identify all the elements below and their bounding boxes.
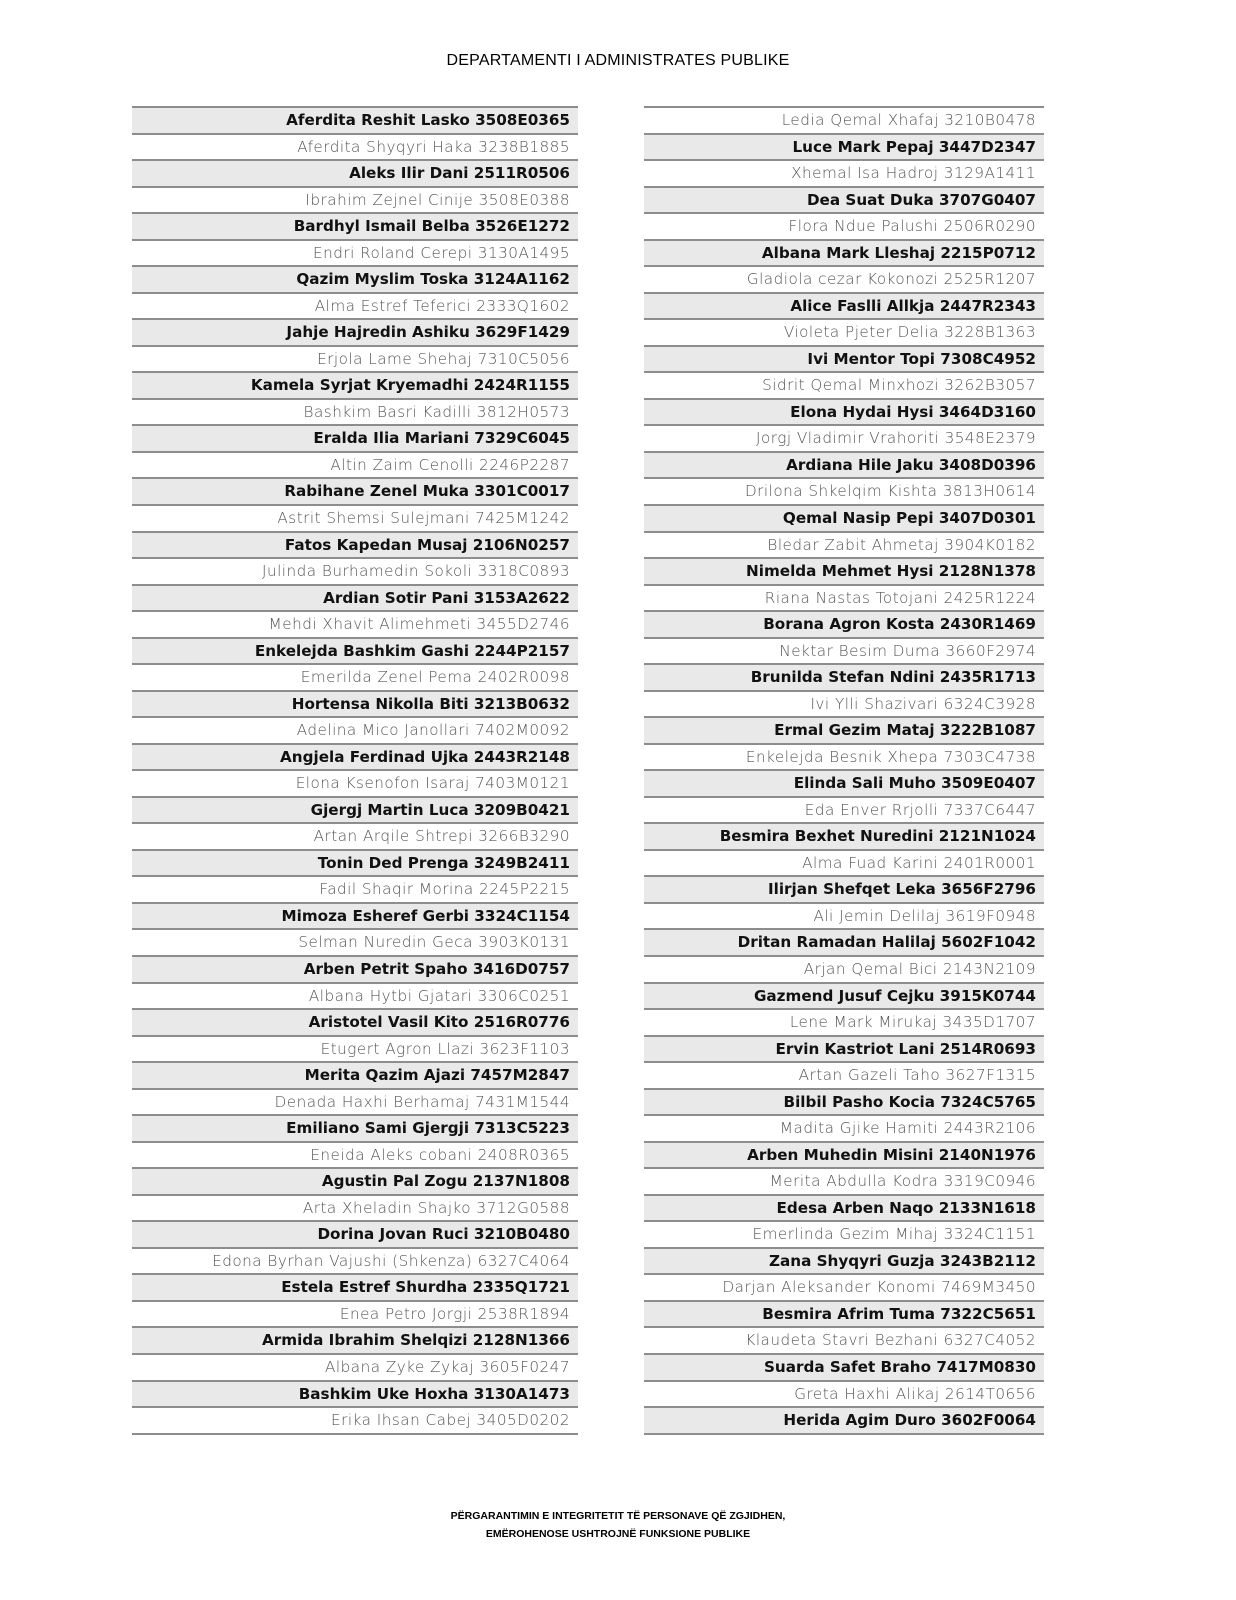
list-item: Zana Shyqyri Guzja 3243B2112: [644, 1247, 1044, 1274]
list-item: Rabihane Zenel Muka 3301C0017: [132, 477, 578, 504]
list-item: Arta Xheladin Shajko 3712G0588: [132, 1194, 578, 1221]
list-item: Endri Roland Cerepi 3130A1495: [132, 239, 578, 266]
list-item: Arben Petrit Spaho 3416D0757: [132, 955, 578, 982]
list-item: Ermal Gezim Mataj 3222B1087: [644, 716, 1044, 743]
list-item: Borana Agron Kosta 2430R1469: [644, 610, 1044, 637]
list-item: Ivi Ylli Shazivari 6324C3928: [644, 690, 1044, 717]
list-item: Ervin Kastriot Lani 2514R0693: [644, 1035, 1044, 1062]
list-item: Dorina Jovan Ruci 3210B0480: [132, 1220, 578, 1247]
list-item: Eralda Ilia Mariani 7329C6045: [132, 424, 578, 451]
list-item: Astrit Shemsi Sulejmani 7425M1242: [132, 504, 578, 531]
list-item: Elinda Sali Muho 3509E0407: [644, 769, 1044, 796]
list-item: Klaudeta Stavri Bezhani 6327C4052: [644, 1326, 1044, 1353]
list-item: Mimoza Esheref Gerbi 3324C1154: [132, 902, 578, 929]
column-bottom-rule: [644, 1433, 1044, 1435]
list-item: Bilbil Pasho Kocia 7324C5765: [644, 1088, 1044, 1115]
list-item: Altin Zaim Cenolli 2246P2287: [132, 451, 578, 478]
list-item: Artan Arqile Shtrepi 3266B3290: [132, 822, 578, 849]
list-item: Brunilda Stefan Ndini 2435R1713: [644, 663, 1044, 690]
list-item: Gladiola cezar Kokonozi 2525R1207: [644, 265, 1044, 292]
list-item: Adelina Mico Janollari 7402M0092: [132, 716, 578, 743]
list-item: Albana Mark Lleshaj 2215P0712: [644, 239, 1044, 266]
list-item: Elona Hydai Hysi 3464D3160: [644, 398, 1044, 425]
list-item: Alma Fuad Karini 2401R0001: [644, 849, 1044, 876]
list-item: Hortensa Nikolla Biti 3213B0632: [132, 690, 578, 717]
list-item: Ardiana Hile Jaku 3408D0396: [644, 451, 1044, 478]
list-item: Aristotel Vasil Kito 2516R0776: [132, 1008, 578, 1035]
list-item: Enkelejda Bashkim Gashi 2244P2157: [132, 637, 578, 664]
column-bottom-rule: [132, 1433, 578, 1435]
list-item: Julinda Burhamedin Sokoli 3318C0893: [132, 557, 578, 584]
list-item: Besmira Bexhet Nuredini 2121N1024: [644, 822, 1044, 849]
list-item: Alice Faslli Allkja 2447R2343: [644, 292, 1044, 319]
list-item: Qemal Nasip Pepi 3407D0301: [644, 504, 1044, 531]
list-item: Fatos Kapedan Musaj 2106N0257: [132, 531, 578, 558]
list-item: Mehdi Xhavit Alimehmeti 3455D2746: [132, 610, 578, 637]
list-item: Ali Jemin Delilaj 3619F0948: [644, 902, 1044, 929]
list-item: Erika Ihsan Cabej 3405D0202: [132, 1406, 578, 1433]
list-item: Fadil Shaqir Morina 2245P2215: [132, 875, 578, 902]
list-item: Merita Qazim Ajazi 7457M2847: [132, 1061, 578, 1088]
list-item: Ardian Sotir Pani 3153A2622: [132, 584, 578, 611]
list-item: Albana Hytbi Gjatari 3306C0251: [132, 982, 578, 1009]
list-item: Riana Nastas Totojani 2425R1224: [644, 584, 1044, 611]
list-item: Etugert Agron Llazi 3623F1103: [132, 1035, 578, 1062]
list-item: Eneida Aleks cobani 2408R0365: [132, 1141, 578, 1168]
footer-line-2: EMËROHENOSE USHTROJNË FUNKSIONE PUBLIKE: [485, 1528, 751, 1540]
list-item: Bashkim Basri Kadilli 3812H0573: [132, 398, 578, 425]
list-item: Emerilda Zenel Pema 2402R0098: [132, 663, 578, 690]
list-item: Xhemal Isa Hadroj 3129A1411: [644, 159, 1044, 186]
page-title: DEPARTAMENTI I ADMINISTRATES PUBLIKE: [446, 52, 790, 69]
list-item: Ivi Mentor Topi 7308C4952: [644, 345, 1044, 372]
list-item: Dritan Ramadan Halilaj 5602F1042: [644, 928, 1044, 955]
list-item: Agustin Pal Zogu 2137N1808: [132, 1167, 578, 1194]
list-item: Edesa Arben Naqo 2133N1618: [644, 1194, 1044, 1221]
list-item: Estela Estref Shurdha 2335Q1721: [132, 1273, 578, 1300]
list-item: Merita Abdulla Kodra 3319C0946: [644, 1167, 1044, 1194]
list-item: Tonin Ded Prenga 3249B2411: [132, 849, 578, 876]
list-item: Edona Byrhan Vajushi (Shkenza) 6327C4064: [132, 1247, 578, 1274]
list-item: Jahje Hajredin Ashiku 3629F1429: [132, 318, 578, 345]
list-item: Angjela Ferdinad Ujka 2443R2148: [132, 743, 578, 770]
list-item: Besmira Afrim Tuma 7322C5651: [644, 1300, 1044, 1327]
list-item: Aleks Ilir Dani 2511R0506: [132, 159, 578, 186]
list-item: Erjola Lame Shehaj 7310C5056: [132, 345, 578, 372]
list-item: Gjergj Martin Luca 3209B0421: [132, 796, 578, 823]
list-item: Gazmend Jusuf Cejku 3915K0744: [644, 982, 1044, 1009]
list-item: Albana Zyke Zykaj 3605F0247: [132, 1353, 578, 1380]
list-item: Flora Ndue Palushi 2506R0290: [644, 212, 1044, 239]
list-item: Emiliano Sami Gjergji 7313C5223: [132, 1114, 578, 1141]
list-item: Ibrahim Zejnel Cinije 3508E0388: [132, 186, 578, 213]
list-item: Darjan Aleksander Konomi 7469M3450: [644, 1273, 1044, 1300]
list-item: Luce Mark Pepaj 3447D2347: [644, 133, 1044, 160]
list-item: Nektar Besim Duma 3660F2974: [644, 637, 1044, 664]
list-item: Bledar Zabit Ahmetaj 3904K0182: [644, 531, 1044, 558]
list-item: Dea Suat Duka 3707G0407: [644, 186, 1044, 213]
list-item: Alma Estref Teferici 2333Q1602: [132, 292, 578, 319]
list-item: Selman Nuredin Geca 3903K0131: [132, 928, 578, 955]
list-item: Lene Mark Mirukaj 3435D1707: [644, 1008, 1044, 1035]
list-item: Armida Ibrahim Shelqizi 2128N1366: [132, 1326, 578, 1353]
list-item: Ilirjan Shefqet Leka 3656F2796: [644, 875, 1044, 902]
list-item: Enea Petro Jorgji 2538R1894: [132, 1300, 578, 1327]
list-item: Suarda Safet Braho 7417M0830: [644, 1353, 1044, 1380]
list-item: Bardhyl Ismail Belba 3526E1272: [132, 212, 578, 239]
list-item: Bashkim Uke Hoxha 3130A1473: [132, 1380, 578, 1407]
list-item: Arben Muhedin Misini 2140N1976: [644, 1141, 1044, 1168]
list-item: Drilona Shkelqim Kishta 3813H0614: [644, 477, 1044, 504]
list-item: Emerlinda Gezim Mihaj 3324C1151: [644, 1220, 1044, 1247]
list-item: Ledia Qemal Xhafaj 3210B0478: [644, 106, 1044, 133]
list-item: Arjan Qemal Bici 2143N2109: [644, 955, 1044, 982]
list-item: Denada Haxhi Berhamaj 7431M1544: [132, 1088, 578, 1115]
list-item: Madita Gjike Hamiti 2443R2106: [644, 1114, 1044, 1141]
list-item: Greta Haxhi Alikaj 2614T0656: [644, 1380, 1044, 1407]
list-item: Enkelejda Besnik Xhepa 7303C4738: [644, 743, 1044, 770]
list-item: Sidrit Qemal Minxhozi 3262B3057: [644, 371, 1044, 398]
right-name-column: [644, 106, 1044, 1435]
list-item: Violeta Pjeter Delia 3228B1363: [644, 318, 1044, 345]
footer-line-1: PËRGARANTIMIN E INTEGRITETIT TË PERSONAVE QË ZGJIDHEN,: [450, 1510, 786, 1522]
list-item: Aferdita Shyqyri Haka 3238B1885: [132, 133, 578, 160]
list-item: Nimelda Mehmet Hysi 2128N1378: [644, 557, 1044, 584]
list-item: Artan Gazeli Taho 3627F1315: [644, 1061, 1044, 1088]
list-item: Eda Enver Rrjolli 7337C6447: [644, 796, 1044, 823]
left-name-column: [132, 106, 578, 1435]
list-item: Herida Agim Duro 3602F0064: [644, 1406, 1044, 1433]
list-item: Aferdita Reshit Lasko 3508E0365: [132, 106, 578, 133]
list-item: Qazim Myslim Toska 3124A1162: [132, 265, 578, 292]
list-item: Elona Ksenofon Isaraj 7403M0121: [132, 769, 578, 796]
list-item: Kamela Syrjat Kryemadhi 2424R1155: [132, 371, 578, 398]
list-item: Jorgj Vladimir Vrahoriti 3548E2379: [644, 424, 1044, 451]
